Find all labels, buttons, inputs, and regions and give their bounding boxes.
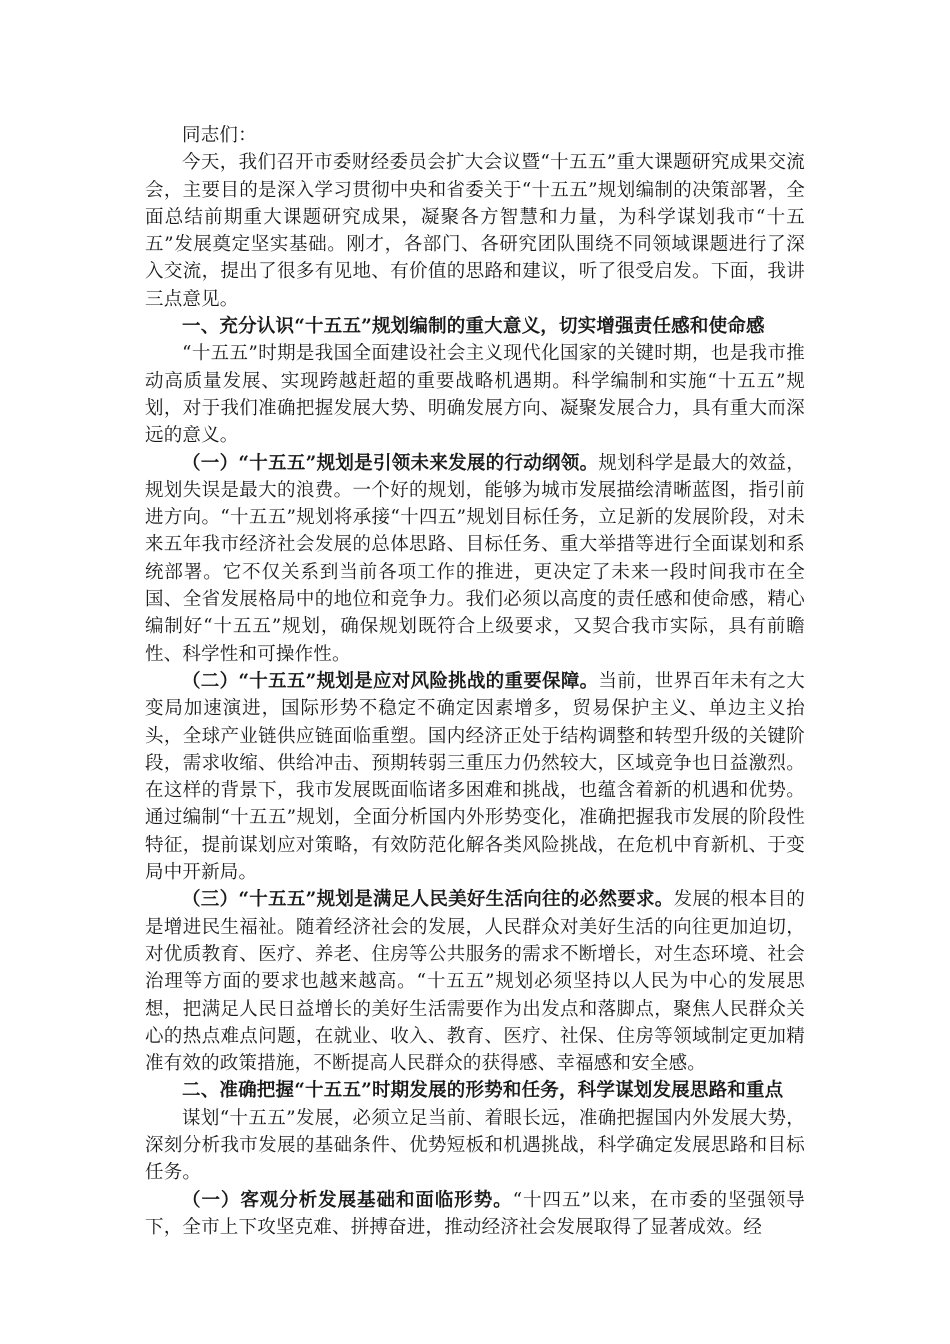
section-2-intro: 谋划“十五五”发展，必须立足当前、着眼长远，准确把握国内外发展大势，深刻分析我市发展的基础条件、优势短板和机遇挑战，科学确定发展思路和目标任务。 xyxy=(145,1107,805,1184)
section-2-point-1 xyxy=(145,1187,805,1242)
section-1-point-1 xyxy=(145,450,805,668)
point-body: 当前，世界百年未有之大变局加速演进，国际形势不稳定不确定因素增多，贸易保护主义、单边主义抬头，全球产业链供应链面临重塑。国内经济正处于结构调整和转型升级的关键阶段，需求收缩、供给冲击、预期转弱三重压力仍然较大，区域竞争也日益激烈。在这样的背景下，我市发展既面临诸多困难和挑战，也蕴含着新的机遇和优势。通过编制“十五五”规划，全面分析国内外形势变化，准确把握我市发展的阶段性特征，提前谋划应对策略，有效防范化解各类风险挑战，在危机中育新机、于变局中开新局。 xyxy=(145,670,806,884)
section-1-point-2 xyxy=(145,668,805,886)
section-1-intro: “十五五”时期是我国全面建设社会主义现代化国家的关键时期，也是我市推动高质量发展、实现跨越赶超的重要战略机遇期。科学编制和实施“十五五”规划，对于我们准确把握发展大势、明确发展方向、凝聚发展合力，具有重大而深远的意义。 xyxy=(145,343,805,447)
point-lead: （二）“十五五”规划是应对风险挑战的重要保障。 xyxy=(182,670,599,692)
section-1-point-3 xyxy=(145,886,805,1077)
greeting: 同志们： xyxy=(182,125,257,146)
point-lead: （一）“十五五”规划是引领未来发展的行动纲领。 xyxy=(182,452,599,474)
point-body: 规划科学是最大的效益，规划失误是最大的浪费。一个好的规划，能够为城市发展描绘清晰蓝图，指引前进方向。“十五五”规划将承接“十四五”规划目标任务，立足新的发展阶段，对未来五年我市经济社会发展的总体思路、目标任务、重大举措等进行全面谋划和系统部署。它不仅关系到当前各项工作的推进，更决定了未来一段时间我市在全国、全省发展格局中的地位和竞争力。我们必须以高度的责任感和使命感，精心编制好“十五五”规划，确保规划既符合上级要求，又契合我市实际，具有前瞻性、科学性和可操作性。 xyxy=(145,452,806,665)
section-1-heading: 一、充分认识“十五五”规划编制的重大意义，切实增强责任感和使命感 xyxy=(182,316,765,338)
point-lead: （三）“十五五”规划是满足人民美好生活向往的必然要求。 xyxy=(182,889,674,911)
point-lead: （一）客观分析发展基础和面临形势。 xyxy=(182,1189,513,1211)
point-body: 发展的根本目的是增进民生福祉。随着经济社会的发展，人民群众对美好生活的向往更加迫切，对优质教育、医疗、养老、住房等公共服务的需求不断增长，对生态环境、社会治理等方面的要求也越来越高。“十五五”规划必须坚持以人民为中心的发展思想，把满足人民日益增长的美好生活需要作为出发点和落脚点，聚焦人民群众关心的热点难点问题，在就业、收入、教育、医疗、社保、住房等领域制定更加精准有效的政策措施，不断提高人民群众的获得感、幸福感和安全感。 xyxy=(145,889,805,1075)
intro-paragraph: 今天，我们召开市委财经委员会扩大会议暨“十五五”重大课题研究成果交流会，主要目的是深入学习贯彻中央和省委关于“十五五”规划编制的决策部署，全面总结前期重大课题研究成果，凝聚各方智慧和力量，为科学谋划我市“十五五”发展奠定坚实基础。刚才，各部门、各研究团队围绕不同领域课题进行了深入交流，提出了很多有见地、有价值的思路和建议，听了很受启发。下面，我讲三点意见。 xyxy=(145,152,805,310)
point-body: “十四五”以来，在市委的坚强领导下，全市上下攻坚克难、拼搏奋进，推动经济社会发展取得了显著成效。经 xyxy=(145,1189,805,1238)
section-2-heading: 二、准确把握“十五五”时期发展的形势和任务，科学谋划发展思路和重点 xyxy=(182,1080,784,1102)
